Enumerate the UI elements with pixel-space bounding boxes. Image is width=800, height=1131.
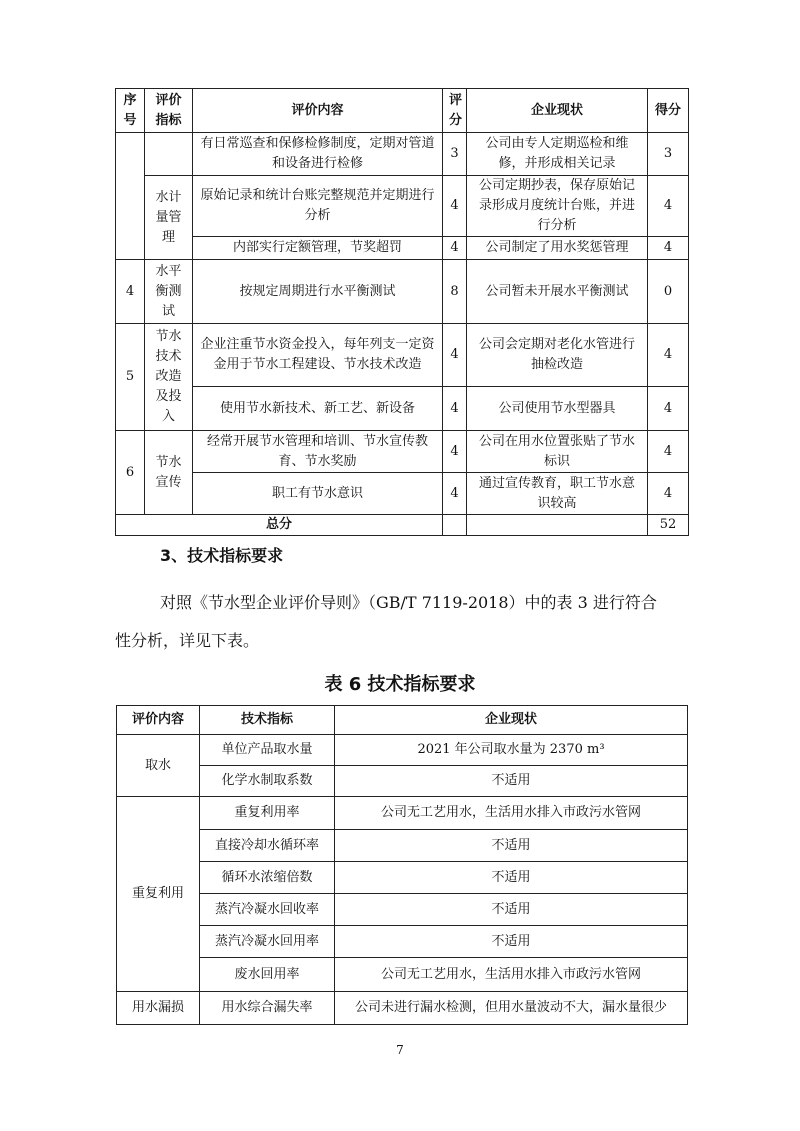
paragraph-line-2: 性分析，详见下表。 xyxy=(115,631,260,650)
table-caption: 表 6 技术指标要求 xyxy=(324,674,476,695)
header-indicator: 技术指标 xyxy=(200,706,335,735)
content-cell: 职工有节水意识 xyxy=(193,473,443,515)
table-row xyxy=(116,237,689,260)
group-cell: 用水漏损 xyxy=(117,992,200,1025)
score-cell: 4 xyxy=(443,324,467,387)
indicator-cell: 用水综合漏失率 xyxy=(200,992,335,1025)
content-cell: 内部实行定额管理，节奖超罚 xyxy=(193,237,443,260)
indicator-cell: 节水技术改造及投入 xyxy=(145,324,193,431)
total-score-empty xyxy=(443,515,467,536)
table-row xyxy=(116,324,689,387)
indicator-cell: 循环水浓缩倍数 xyxy=(200,862,335,894)
indicator-cell: 蒸汽冷凝水回用率 xyxy=(200,926,335,958)
table-row xyxy=(117,894,688,926)
group-cell: 取水 xyxy=(117,735,200,797)
status-cell: 公司暂未开展水平衡测试 xyxy=(467,260,648,324)
evaluation-table xyxy=(115,88,689,536)
status-cell: 公司在用水位置张贴了节水标识 xyxy=(467,431,648,473)
header-content: 评价内容 xyxy=(193,89,443,133)
total-value: 52 xyxy=(648,515,689,536)
score-cell: 4 xyxy=(443,473,467,515)
header-content: 评价内容 xyxy=(117,706,200,735)
score-cell: 8 xyxy=(443,260,467,324)
score-cell: 4 xyxy=(443,431,467,473)
table-row xyxy=(116,133,689,176)
status-cell: 公司使用节水型器具 xyxy=(467,387,648,431)
got-cell: 4 xyxy=(648,473,689,515)
got-cell: 4 xyxy=(648,237,689,260)
status-cell: 不适用 xyxy=(335,862,688,894)
status-cell: 通过宣传教育，职工节水意识较高 xyxy=(467,473,648,515)
table-row xyxy=(117,862,688,894)
status-cell: 2021 年公司取水量为 2370 m³ xyxy=(335,735,688,766)
header-seq: 序号 xyxy=(116,89,145,133)
indicator-cell xyxy=(145,133,193,176)
status-cell: 不适用 xyxy=(335,830,688,862)
content-cell: 按规定周期进行水平衡测试 xyxy=(193,260,443,324)
status-cell: 不适用 xyxy=(335,894,688,926)
status-cell: 公司由专人定期巡检和维修，并形成相关记录 xyxy=(467,133,648,176)
total-status-empty xyxy=(467,515,648,536)
score-cell: 3 xyxy=(443,133,467,176)
section-heading: 3、技术指标要求 xyxy=(160,546,284,565)
status-cell: 公司会定期对老化水管进行抽检改造 xyxy=(467,324,648,387)
paragraph-line-1: 对照《节水型企业评价导则》（GB/T 7119-2018）中的表 3 进行符合 xyxy=(160,593,657,612)
status-cell: 公司定期抄表，保存原始记录形成月度统计台账，并进行分析 xyxy=(467,176,648,237)
table-row xyxy=(116,260,689,324)
table-row xyxy=(117,926,688,958)
status-cell: 公司未进行漏水检测，但用水量波动不大，漏水量很少 xyxy=(335,992,688,1025)
score-cell: 4 xyxy=(443,237,467,260)
table-row xyxy=(117,766,688,797)
score-cell: 4 xyxy=(443,387,467,431)
header-status: 企业现状 xyxy=(467,89,648,133)
seq-cell: 5 xyxy=(116,324,145,431)
table-row xyxy=(117,830,688,862)
table-row xyxy=(116,387,689,431)
got-cell: 0 xyxy=(648,260,689,324)
technical-indicator-table xyxy=(116,705,688,1025)
table-row xyxy=(117,797,688,830)
score-cell: 4 xyxy=(443,176,467,237)
indicator-cell: 直接冷却水循环率 xyxy=(200,830,335,862)
content-cell: 使用节水新技术、新工艺、新设备 xyxy=(193,387,443,431)
status-cell: 公司无工艺用水，生活用水排入市政污水管网 xyxy=(335,797,688,830)
group-cell: 重复利用 xyxy=(117,797,200,992)
table-row xyxy=(116,473,689,515)
indicator-cell: 重复利用率 xyxy=(200,797,335,830)
status-cell: 不适用 xyxy=(335,926,688,958)
indicator-cell: 节水宣传 xyxy=(145,431,193,515)
indicator-cell: 废水回用率 xyxy=(200,958,335,992)
total-row xyxy=(116,515,689,536)
content-cell: 有日常巡查和保修检修制度，定期对管道和设备进行检修 xyxy=(193,133,443,176)
table-row xyxy=(117,735,688,766)
got-cell: 4 xyxy=(648,387,689,431)
indicator-cell: 蒸汽冷凝水回收率 xyxy=(200,894,335,926)
seq-cell: 4 xyxy=(116,260,145,324)
status-cell: 公司制定了用水奖惩管理 xyxy=(467,237,648,260)
status-cell: 公司无工艺用水，生活用水排入市政污水管网 xyxy=(335,958,688,992)
header-status: 企业现状 xyxy=(335,706,688,735)
indicator-cell: 单位产品取水量 xyxy=(200,735,335,766)
total-label: 总分 xyxy=(116,515,443,536)
status-cell: 不适用 xyxy=(335,766,688,797)
page-number: 7 xyxy=(396,1043,404,1057)
table-row xyxy=(116,176,689,237)
got-cell: 4 xyxy=(648,176,689,237)
content-cell: 原始记录和统计台账完整规范并定期进行分析 xyxy=(193,176,443,237)
header-indicator: 评价指标 xyxy=(145,89,193,133)
table-row xyxy=(117,992,688,1025)
table-row xyxy=(116,431,689,473)
indicator-cell: 水计量管理 xyxy=(145,176,193,260)
got-cell: 3 xyxy=(648,133,689,176)
header-got: 得分 xyxy=(648,89,689,133)
indicator-cell: 化学水制取系数 xyxy=(200,766,335,797)
seq-cell: 6 xyxy=(116,431,145,515)
content-cell: 经常开展节水管理和培训、节水宣传教育、节水奖励 xyxy=(193,431,443,473)
header-score: 评分 xyxy=(443,89,467,133)
got-cell: 4 xyxy=(648,324,689,387)
content-cell: 企业注重节水资金投入，每年列支一定资金用于节水工程建设、节水技术改造 xyxy=(193,324,443,387)
seq-cell xyxy=(116,133,145,260)
got-cell: 4 xyxy=(648,431,689,473)
indicator-cell: 水平衡测试 xyxy=(145,260,193,324)
table-row xyxy=(117,958,688,992)
